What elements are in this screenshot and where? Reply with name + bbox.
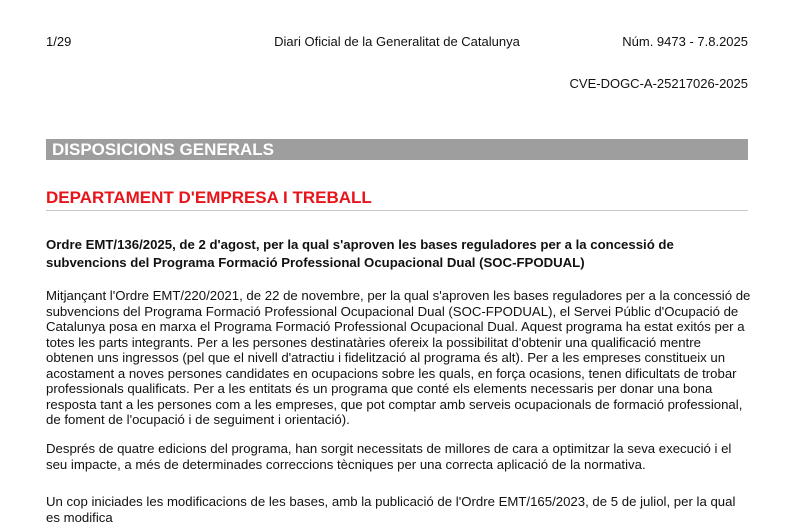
cve-code: CVE-DOGC-A-25217026-2025 <box>569 76 748 91</box>
journal-title: Diari Oficial de la Generalitat de Catalunya <box>274 34 520 49</box>
department-divider <box>46 210 748 211</box>
order-title: Ordre EMT/136/2025, de 2 d'agost, per la qual s'aproven les bases reguladores per a la concessió de subvencions del Programa Formació Professional Ocupacional Dual (SOC-FPODUAL) <box>46 237 674 270</box>
body-paragraph: Un cop iniciades les modificacions de les bases, amb la publicació de l'Ordre EMT/165/2023, de 5 de juliol, per la qual es modifica <box>46 494 736 525</box>
section-banner <box>46 139 748 160</box>
body-paragraph: Després de quatre edicions del programa, han sorgit necessitats de millores de cara a optimitzar la seva execució i el seu impacte, a més de determinades correccions tècniques per una correcta aplicació de la normativa. <box>46 441 732 472</box>
page-number: 1/29 <box>46 34 72 49</box>
body-paragraph: Mitjançant l'Ordre EMT/220/2021, de 22 de novembre, per la qual s'aproven les bases reguladores per a la concessió de subvencions del Programa Formació Professional Ocupacional Dual (SOC-FPODUAL), el Servei Públic d'Ocupació de Catalunya posa en marxa el Programa Formació Professional Ocupacional Dual. Aquest programa ha estat exitós per a totes les parts integrants. Per a les persones destinatàries ofereix la possibilitat d'obtenir una qualificació mentre obtenen uns ingressos (pel que el nivell d'atractiu i fidelització al programa és alt). Per a les empreses constitueix un acostament a noves persones candidates en ocupacions sobre les quals, en força ocasions, tenen dificultats de trobar professionals qualificats. Per a les entitats és un programa que conté els elements necessaris per donar una bona resposta tant a les persones com a les empreses, que pot comptar amb serveis ocupacionals de formació professional, de foment de l'ocupació i de seguiment i orientació). <box>46 288 751 427</box>
department-heading: DEPARTAMENT D'EMPRESA I TREBALL <box>46 188 372 207</box>
section-title: DISPOSICIONS GENERALS <box>52 140 274 159</box>
issue-number-date: Núm. 9473 - 7.8.2025 <box>622 34 748 49</box>
